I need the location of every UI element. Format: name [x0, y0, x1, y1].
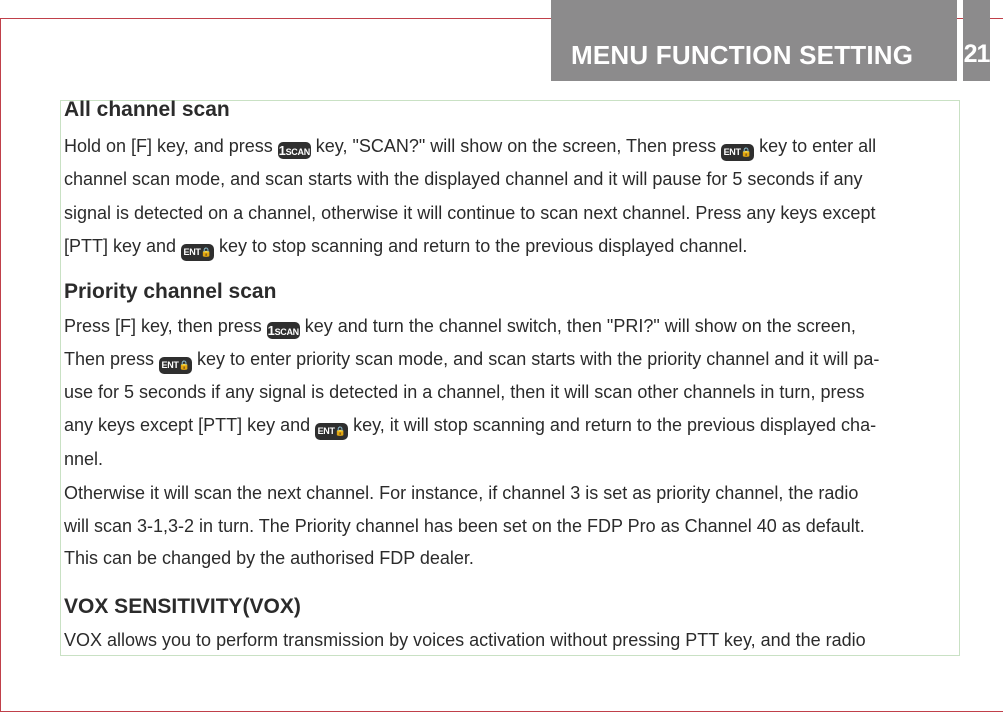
page-number: 21 [963, 40, 990, 68]
paragraph-line: Then press ENT🔒 key to enter priority scan mode, and scan starts with the priority channel and it will pa- [64, 349, 879, 374]
paragraph-line: use for 5 seconds if any signal is detected in a channel, then it will scan other channels in turn, press [64, 382, 865, 402]
section-heading-priority-channel-scan: Priority channel scan [64, 280, 277, 303]
ent-key-icon: ENT🔒 [315, 423, 348, 440]
paragraph-line: Press [F] key, then press 1SCAN key and turn the channel switch, then "PRI?" will show on the screen, [64, 316, 856, 338]
paragraph-line: nnel. [64, 449, 104, 469]
scan-key-icon: 1SCAN [267, 323, 299, 338]
ent-key-icon: ENT🔒 [181, 244, 214, 261]
paragraph-line: signal is detected on a channel, otherwise it will continue to scan next channel. Press any keys except [64, 203, 876, 223]
paragraph-line: Hold on [F] key, and press 1SCAN key, "SCAN?" will show on the screen, Then press ENT🔒 key to enter all [64, 136, 876, 161]
paragraph-line: [PTT] key and ENT🔒 key to stop scanning and return to the previous displayed channel. [64, 236, 747, 261]
section-heading-vox-sensitivity: VOX SENSITIVITY(VOX) [64, 595, 301, 618]
scan-key-icon: 1SCAN [278, 143, 310, 158]
paragraph-line: VOX allows you to perform transmission by voices activation without pressing PTT key, and the radio [64, 630, 866, 650]
paragraph-line: any keys except [PTT] key and ENT🔒 key, it will stop scanning and return to the previous displayed cha- [64, 415, 876, 440]
paragraph-line: channel scan mode, and scan starts with the displayed channel and it will pause for 5 seconds if any [64, 169, 863, 189]
left-border-line [0, 18, 1, 712]
bottom-border-line [0, 711, 1003, 712]
paragraph-line: This can be changed by the authorised FDP dealer. [64, 548, 474, 568]
ent-key-icon: ENT🔒 [721, 144, 754, 161]
ent-key-icon: ENT🔒 [159, 357, 192, 374]
page-title: MENU FUNCTION SETTING [571, 40, 914, 70]
paragraph-line: Otherwise it will scan the next channel. For instance, if channel 3 is set as priority channel, the radio [64, 483, 859, 503]
section-heading-all-channel-scan: All channel scan [64, 98, 230, 121]
paragraph-line: will scan 3-1,3-2 in turn. The Priority channel has been set on the FDP Pro as Channel 40 as default. [64, 516, 865, 536]
